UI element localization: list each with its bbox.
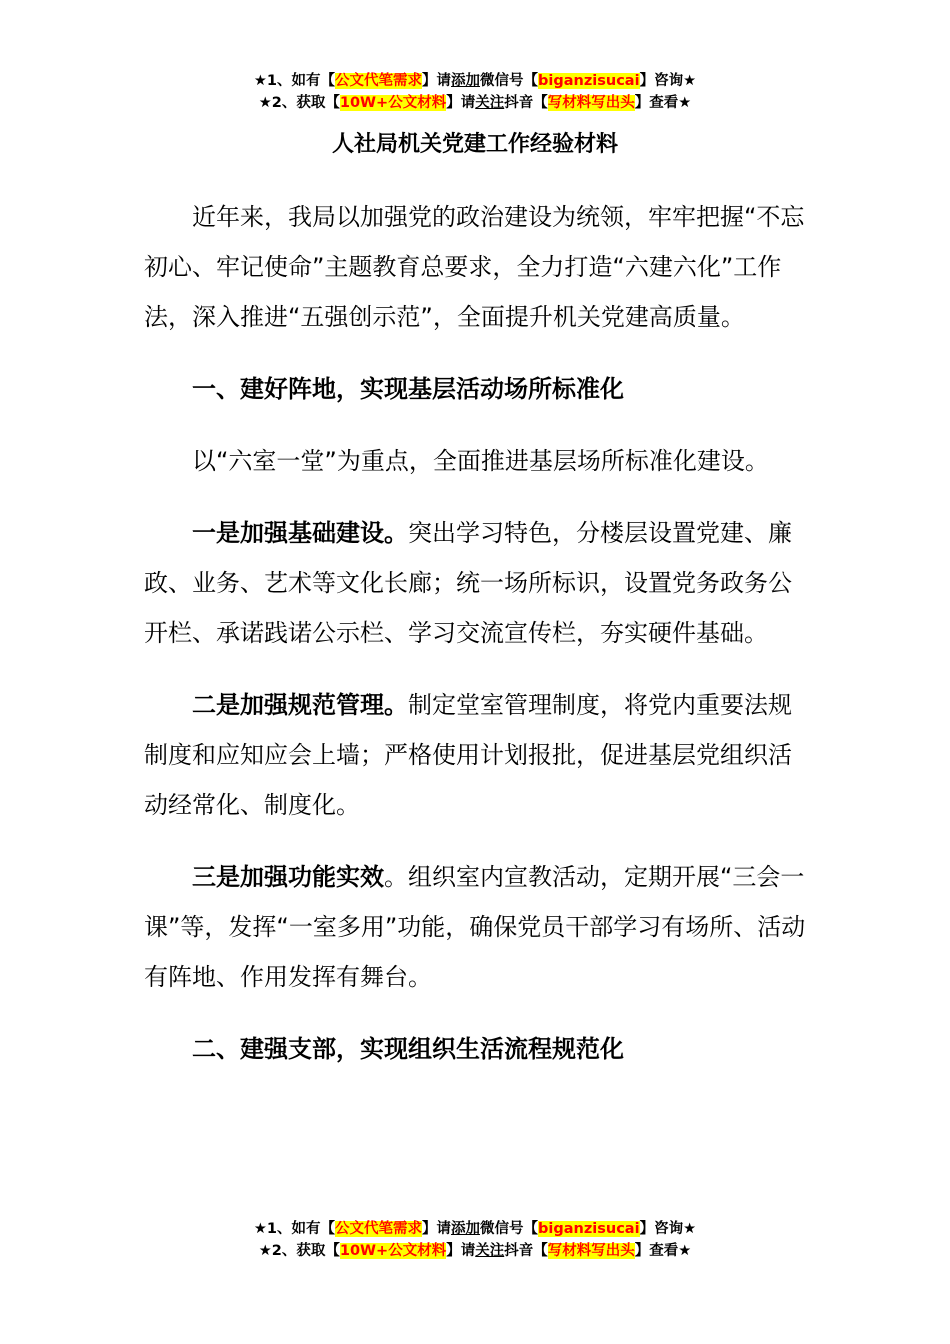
- banner-text: 】咨询★: [639, 73, 697, 89]
- list-item: [144, 508, 810, 658]
- banner-text: ★2、获取【: [258, 95, 340, 111]
- banner-underline-text: 关注: [475, 1243, 505, 1259]
- banner-highlight: 10W+公文材料: [339, 1243, 447, 1259]
- banner-text: 】请: [422, 73, 452, 89]
- item-lead: 一是加强基础建设。: [192, 519, 408, 547]
- banner-underline-text: 添加: [451, 1221, 481, 1237]
- banner-text: 微信号【: [480, 73, 539, 89]
- banner-underline-text: 添加: [451, 73, 481, 89]
- header-banner: [0, 70, 950, 114]
- banner-text: 微信号【: [480, 1221, 539, 1237]
- item-text: 制定堂室管理制度，将党内重要法规制度和应知应会上墙；严格使用计划报批，促进基层党组织活动经常化、制度化。: [144, 691, 792, 819]
- banner-text: 】咨询★: [639, 1221, 697, 1237]
- banner-highlight: biganzisucai: [538, 1221, 640, 1237]
- banner-text: ★1、如有【: [253, 1221, 336, 1237]
- banner-text: 】请: [446, 1243, 476, 1259]
- intro-paragraph: 近年来，我局以加强党的政治建设为统领，牢牢把握“不忘初心、牢记使命”主题教育总要求，全力打造“六建六化”工作法，深入推进“五强创示范”，全面提升机关党建高质量。: [144, 203, 805, 331]
- item-text: 突出学习特色，分楼层设置党建、廉政、业务、艺术等文化长廊；统一场所标识，设置党务政务公开栏、承诺践诺公示栏、学习交流宣传栏，夯实硬件基础。: [144, 519, 792, 647]
- banner-line-2: [0, 92, 950, 114]
- banner-text: 】查看★: [634, 95, 692, 111]
- footer-banner: [0, 1218, 950, 1262]
- banner-line-1: [0, 1218, 950, 1240]
- banner-highlight: 公文代笔需求: [335, 1221, 423, 1237]
- banner-text: 】查看★: [634, 1243, 692, 1259]
- banner-text: ★1、如有【: [253, 73, 336, 89]
- list-item: [144, 852, 810, 1002]
- section-summary: 以“六室一堂”为重点，全面推进基层场所标准化建设。: [192, 447, 769, 475]
- section-heading-1: 一、建好阵地，实现基层活动场所标准化: [192, 375, 624, 403]
- banner-highlight: 写材料写出头: [547, 1243, 635, 1259]
- item-lead: 二是加强规范管理。: [192, 691, 408, 719]
- banner-text: 】请: [422, 1221, 452, 1237]
- item-text: 。组织室内宣教活动，定期开展“三会一课”等，发挥“一室多用”功能，确保党员干部学习有场所、活动有阵地、作用发挥有舞台。: [144, 863, 806, 991]
- banner-text: ★2、获取【: [258, 1243, 340, 1259]
- banner-text: 抖音【: [504, 95, 548, 111]
- document-title: 人社局机关党建工作经验材料: [331, 132, 618, 157]
- banner-line-1: [0, 70, 950, 92]
- section-heading-2: 二、建强支部，实现组织生活流程规范化: [192, 1035, 624, 1063]
- banner-text: 】请: [446, 95, 476, 111]
- banner-line-2: [0, 1240, 950, 1262]
- document-body: [144, 192, 810, 1096]
- banner-underline-text: 关注: [475, 95, 505, 111]
- banner-highlight: 写材料写出头: [547, 95, 635, 111]
- banner-highlight: 公文代笔需求: [335, 73, 423, 89]
- banner-highlight: 10W+公文材料: [339, 95, 447, 111]
- item-lead: 三是加强功能实效: [192, 863, 384, 891]
- banner-text: 抖音【: [504, 1243, 548, 1259]
- banner-highlight: biganzisucai: [538, 73, 640, 89]
- list-item: [144, 680, 810, 830]
